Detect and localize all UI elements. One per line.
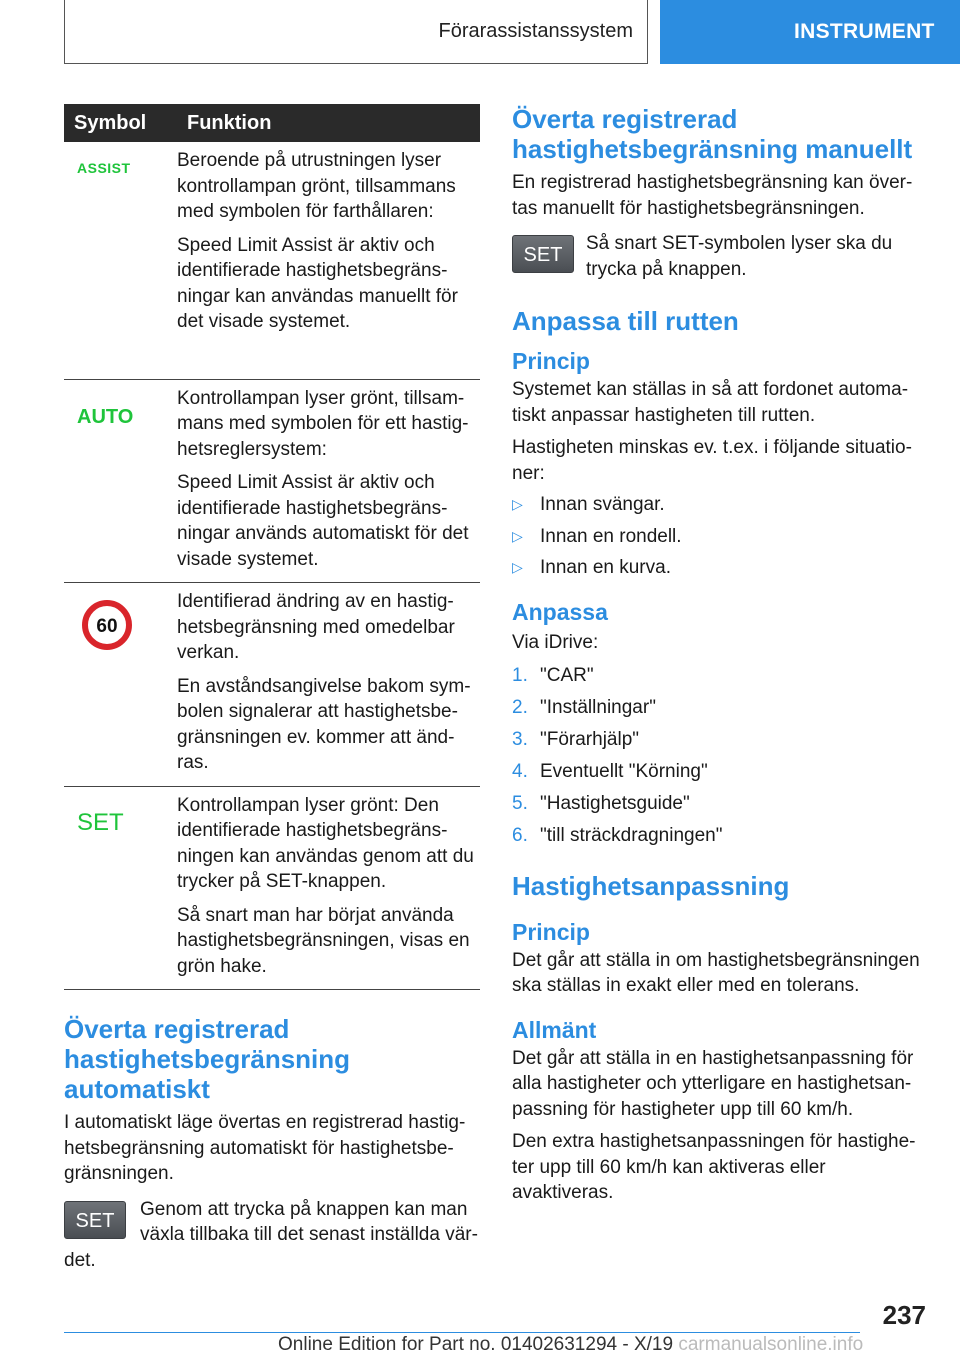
table-row [64, 142, 480, 379]
set-indicator-icon: SET [77, 808, 124, 836]
list-item: 6. "till sträckdragningen" [512, 825, 723, 846]
triangle-bullet-icon: ▷ [512, 527, 523, 544]
general-title: Allmänt [512, 1016, 597, 1043]
row-text: Så snart man har börjat använda hastighetsbegränsningen, visas en grön hake. [177, 904, 470, 977]
chapter-label: INSTRUMENT [794, 20, 935, 43]
footer-divider [64, 1332, 860, 1333]
general-text-2: Den extra hastighetsanpassningen för hastighe-ter upp till 60 km/h kan aktiveras eller avaktiveras. [512, 1131, 916, 1203]
auto-section-note-block [64, 1197, 480, 1274]
list-item: 2. "Inställningar" [512, 697, 656, 718]
route-situations-text: Hastigheten minskas ev. t.ex. i följande situatio-ner: [512, 437, 912, 484]
watermark-text: carmanualsonline.info [678, 1334, 864, 1355]
left-column [64, 104, 480, 1273]
idrive-steps [512, 663, 928, 849]
auto-section-title: Överta registrerad hastighetsbegränsning automatiskt [64, 1014, 351, 1104]
list-item: 1. "CAR" [512, 665, 594, 686]
manual-section-text: En registrerad hastighetsbegränsning kan över-tas manuellt för hastighetsbegränsningen. [512, 172, 913, 219]
header-section-title [64, 0, 648, 64]
route-section-title: Anpassa till rutten [512, 306, 739, 336]
row-text: Speed Limit Assist är aktiv och identifierade hastighetsbegräns-ningar kan användas manuellt för det visade systemet. [177, 234, 458, 332]
list-item: 3. "Förarhjälp" [512, 729, 640, 750]
speed-principle-title: Princip [512, 918, 590, 945]
row-text: En avståndsangivelse bakom sym-bolen signalerar att hastighetsbe-gränsningen ev. kommer att änd-ras. [177, 675, 471, 773]
set-button-icon: SET [64, 1201, 126, 1239]
set-button-icon: SET [512, 235, 574, 273]
manual-section-note-block [512, 231, 928, 282]
list-item: ▷ Innan svängar. [512, 492, 928, 518]
manual-section-note: Så snart SET-symbolen lyser ska du trycka på knappen. [586, 233, 893, 280]
auto-indicator-icon: AUTO [77, 405, 134, 428]
footer-text: Online Edition for Part no. 01402631294 - X/19 [278, 1334, 674, 1355]
table-row [64, 786, 480, 990]
row-text: Kontrollampan lyser grönt: Den identifierade hastighetsbegräns-ningen kan användas genom att du trycker på SET-knappen. [177, 794, 474, 892]
general-text-1: Det går att ställa in en hastighetsanpassning för alla hastigheter och ytterligare en hastighetsan-passning för hastigheter upp till 60 km/h. [512, 1047, 914, 1120]
list-item: 5. "Hastighetsguide" [512, 793, 690, 814]
route-principle-text: Systemet kan ställas in så att fordonet automa-tiskt anpassar hastigheten till rutten. [512, 379, 909, 426]
speed-section-title: Hastighetsanpassning [512, 870, 790, 901]
list-item: ▷ Innan en kurva. [512, 555, 928, 581]
auto-section-note: Genom att trycka på knappen kan man växla tillbaka till det senast inställda vär-det. [64, 1198, 478, 1271]
table-header-symbol: Symbol [64, 104, 177, 142]
manual-section-title: Överta registrerad hastighetsbegränsning manuellt [512, 104, 913, 164]
table-row [64, 583, 480, 787]
footer [278, 1334, 863, 1356]
row-text: Speed Limit Assist är aktiv och identifierade hastighetsbegräns-ningar används automatiskt för det visade systemet. [177, 472, 469, 570]
right-column [512, 104, 928, 1206]
speed-limit-60-icon [81, 599, 133, 651]
row-text: Beroende på utrustningen lyser kontrollampan grönt, tillsammans med symbolen för farthållaren: [177, 150, 456, 222]
header-chapter-tab [660, 0, 960, 64]
svg-text:60: 60 [96, 616, 118, 637]
row-text: Identifierad ändring av en hastig-hetsbegränsning med omedelbar verkan. [177, 591, 455, 663]
auto-section-text: I automatiskt läge övertas en registrerad hastig-hetsbegränsning automatiskt för hastighetsbe-gränsningen. [64, 1112, 466, 1184]
via-idrive-text: Via iDrive: [512, 631, 599, 653]
page-number: 237 [882, 1300, 926, 1330]
table-header-row [64, 104, 480, 142]
symbol-table [64, 104, 480, 990]
table-row [64, 379, 480, 583]
list-item: 4. Eventuellt "Körning" [512, 761, 708, 782]
route-principle-title: Princip [512, 348, 590, 374]
triangle-bullet-icon: ▷ [512, 496, 523, 512]
speed-principle-text: Det går att ställa in om hastighetsbegränsningen ska ställas in exakt eller med en tolerans. [512, 949, 920, 996]
assist-indicator-icon: ASSIST [77, 160, 131, 176]
adjust-title: Anpassa [512, 598, 608, 625]
table-header-function: Funktion [177, 104, 480, 142]
list-item: ▷ Innan en rondell. [512, 524, 928, 550]
triangle-bullet-icon: ▷ [512, 559, 523, 575]
situation-list [512, 492, 928, 581]
section-label: Förarassistanssystem [438, 20, 633, 42]
row-text: Kontrollampan lyser grönt, tillsam-mans med symbolen för ett hastig-hetsreglersystem: [177, 387, 469, 460]
